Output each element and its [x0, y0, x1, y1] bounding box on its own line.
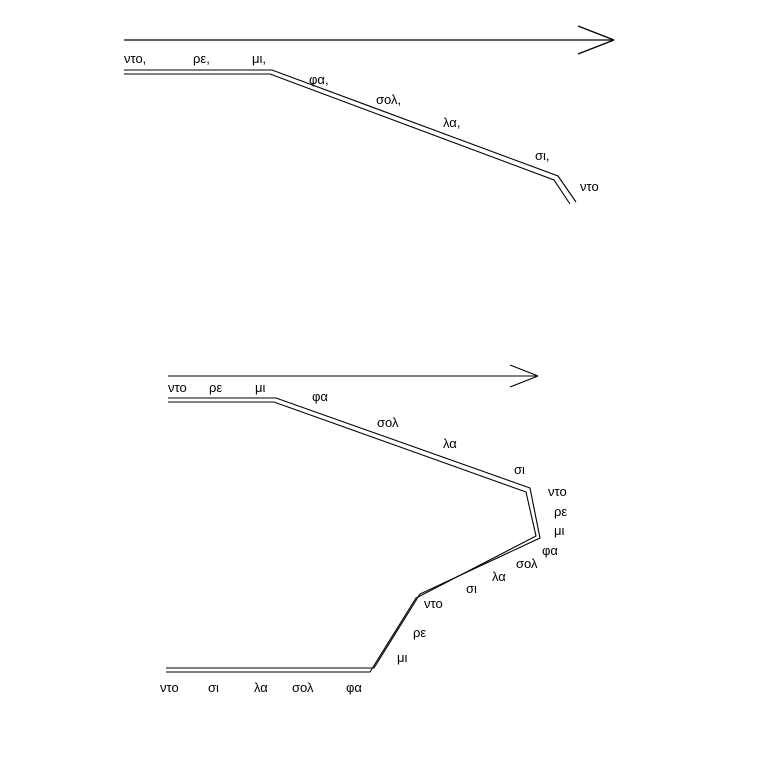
top-label-do-high: ντο	[580, 179, 599, 194]
bottom-label-base-fa: φα	[346, 680, 362, 695]
bottom-label-desc-la: λα	[492, 569, 506, 584]
bottom-label-desc-do: ντο	[424, 596, 443, 611]
top-label-la: λα,	[443, 115, 461, 130]
top-label-mi: μι,	[252, 51, 266, 66]
bottom-label-desc-sol: σολ	[516, 556, 538, 571]
top-label-sol: σολ,	[376, 92, 402, 107]
bottom-track-outer	[166, 398, 540, 668]
bottom-arrow-head-upper	[510, 365, 538, 376]
bottom-label-base-la: λα	[254, 680, 268, 695]
bottom-label-top-re: ρε	[554, 504, 568, 519]
bottom-label-base-do: ντο	[160, 680, 179, 695]
top-label-do: ντο,	[124, 51, 147, 66]
bottom-diagram	[160, 365, 567, 695]
bottom-label-asc-la: λα	[443, 436, 457, 451]
top-arrow-head-lower	[578, 40, 614, 54]
bottom-label-desc-si: σι	[466, 581, 477, 596]
top-diagram	[124, 26, 614, 204]
top-label-fa: φα,	[309, 72, 329, 87]
bottom-label-asc-mi: μι	[255, 380, 266, 395]
bottom-track-inner	[166, 402, 536, 672]
bottom-label-top-mi: μι	[554, 523, 565, 538]
bottom-label-base-sol: σολ	[292, 680, 314, 695]
bottom-arrow-head-lower	[510, 376, 538, 387]
bottom-arrow	[168, 365, 538, 387]
bottom-label-asc-sol: σολ	[377, 415, 399, 430]
bottom-label-desc-re: ρε	[413, 625, 427, 640]
top-track-inner	[124, 74, 570, 204]
top-label-si: σι,	[535, 148, 550, 163]
top-label-re: ρε,	[193, 51, 210, 66]
bottom-label-asc-fa: φα	[312, 389, 328, 404]
top-arrow	[124, 26, 614, 54]
bottom-label-base-si: σι	[208, 680, 219, 695]
top-track-outer	[124, 70, 576, 202]
top-arrow-head-upper	[578, 26, 614, 40]
bottom-label-desc-mi: μι	[397, 650, 408, 665]
bottom-label-asc-si: σι	[514, 462, 525, 477]
bottom-label-asc-re: ρε	[209, 380, 223, 395]
bottom-label-desc-fa: φα	[542, 543, 558, 558]
bottom-label-top-do: ντο	[548, 484, 567, 499]
bottom-label-asc-do: ντο	[168, 380, 187, 395]
